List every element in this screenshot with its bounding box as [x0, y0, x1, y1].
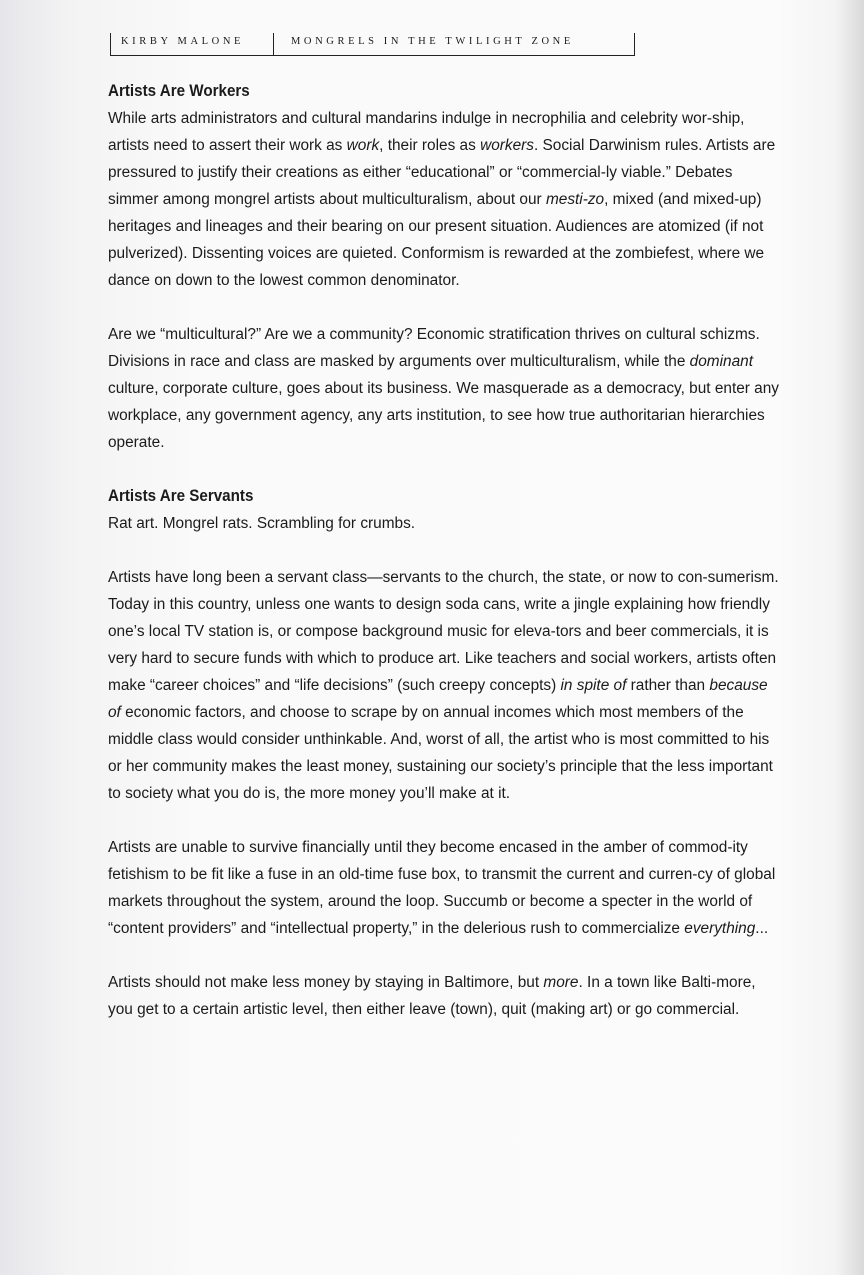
text-run: Are we “multicultural?” Are we a community? Economic stratification thrives on cultural schizms. Divisions in race and class are masked by arguments over multiculturalism, while the: [108, 326, 760, 370]
italic-run: in spite of: [560, 677, 627, 694]
section-artists-are-servants: [108, 483, 780, 1023]
italic-run: workers: [480, 137, 534, 154]
text-run: Rat art. Mongrel rats. Scrambling for crumbs.: [108, 515, 416, 532]
running-head-right-rule: [634, 33, 635, 55]
text-run: . Social Darwinism rules. Artists are pressured to justify their creations as either “educational” or “commercial-ly viable.” Debates simmer among mongrel artists about multiculturalism, about our: [108, 137, 776, 208]
body-paragraph: [108, 510, 780, 537]
running-head: [110, 33, 635, 56]
body-paragraph: [108, 105, 780, 294]
text-run: . In a town like Balti-more, you get to a certain artistic level, then either leave (town), quit (making art) or go commercial.: [108, 974, 756, 1018]
text-run: culture, corporate culture, goes about its business. We masquerade as a democracy, but enter any workplace, any government agency, any arts institution, to see how true authoritarian hierarchies operate.: [108, 380, 779, 451]
italic-run: dominant: [689, 353, 753, 370]
text-run: economic factors, and choose to scrape by on annual incomes which most members of the middle class would consider unthinkable. And, worst of all, the artist who is most committed to his or her community makes the least money, sustaining our society’s principle that the less important to society what you do is, the more money you’ll make at it.: [108, 704, 773, 802]
section-heading: Artists Are Servants: [108, 487, 254, 505]
text-run: While arts administrators and cultural mandarins indulge in necrophilia and celebrity wor-ship, artists need to assert their work as: [108, 110, 745, 154]
text-run: , their roles as: [379, 137, 481, 154]
running-head-left-rule: [110, 33, 111, 55]
running-head-divider: [273, 33, 274, 55]
page-body: [108, 78, 780, 1050]
section-heading: Artists Are Workers: [108, 82, 250, 100]
italic-run: everything: [684, 920, 756, 937]
body-paragraph: [108, 321, 780, 456]
text-run: rather than: [626, 677, 710, 694]
text-run: , mixed (and mixed-up) heritages and lineages and their bearing on our present situation. Audiences are atomized (if not pulverized). Dissenting voices are quieted. Conformism is rewarded at the zombiefest, where we dance on down to the lowest common denominator.: [108, 191, 765, 289]
text-run: ...: [755, 920, 769, 937]
italic-run: work: [346, 137, 380, 154]
body-paragraph: [108, 969, 780, 1023]
section-artists-are-workers: [108, 78, 780, 456]
text-run: Artists have long been a servant class—servants to the church, the state, or now to con-sumerism. Today in this country, unless one wants to design soda cans, write a jingle explaining how friendly one’s local TV station is, or compose background music for eleva-tors and beer commercials, it is very hard to secure funds with which to produce art. Like teachers and social workers, artists often make “career choices” and “life decisions” (such creepy concepts): [108, 569, 779, 694]
running-head-author: KIRBY MALONE: [121, 36, 245, 47]
running-head-title: MONGRELS IN THE TWILIGHT ZONE: [291, 36, 574, 47]
body-paragraph: [108, 834, 780, 942]
italic-run: more: [543, 974, 579, 991]
text-run: Artists should not make less money by staying in Baltimore, but: [108, 974, 544, 991]
text-run: Artists are unable to survive financially until they become encased in the amber of commod-ity fetishism to be fit like a fuse in an old-time fuse box, to transmit the current and curren-cy of global markets throughout the system, around the loop. Succumb or become a specter in the world of “content providers” and “intellectual property,” in the delerious rush to commercialize: [108, 839, 776, 937]
italic-run: mesti-zo: [545, 191, 605, 208]
body-paragraph: [108, 564, 780, 807]
italic-run: because of: [108, 677, 768, 721]
